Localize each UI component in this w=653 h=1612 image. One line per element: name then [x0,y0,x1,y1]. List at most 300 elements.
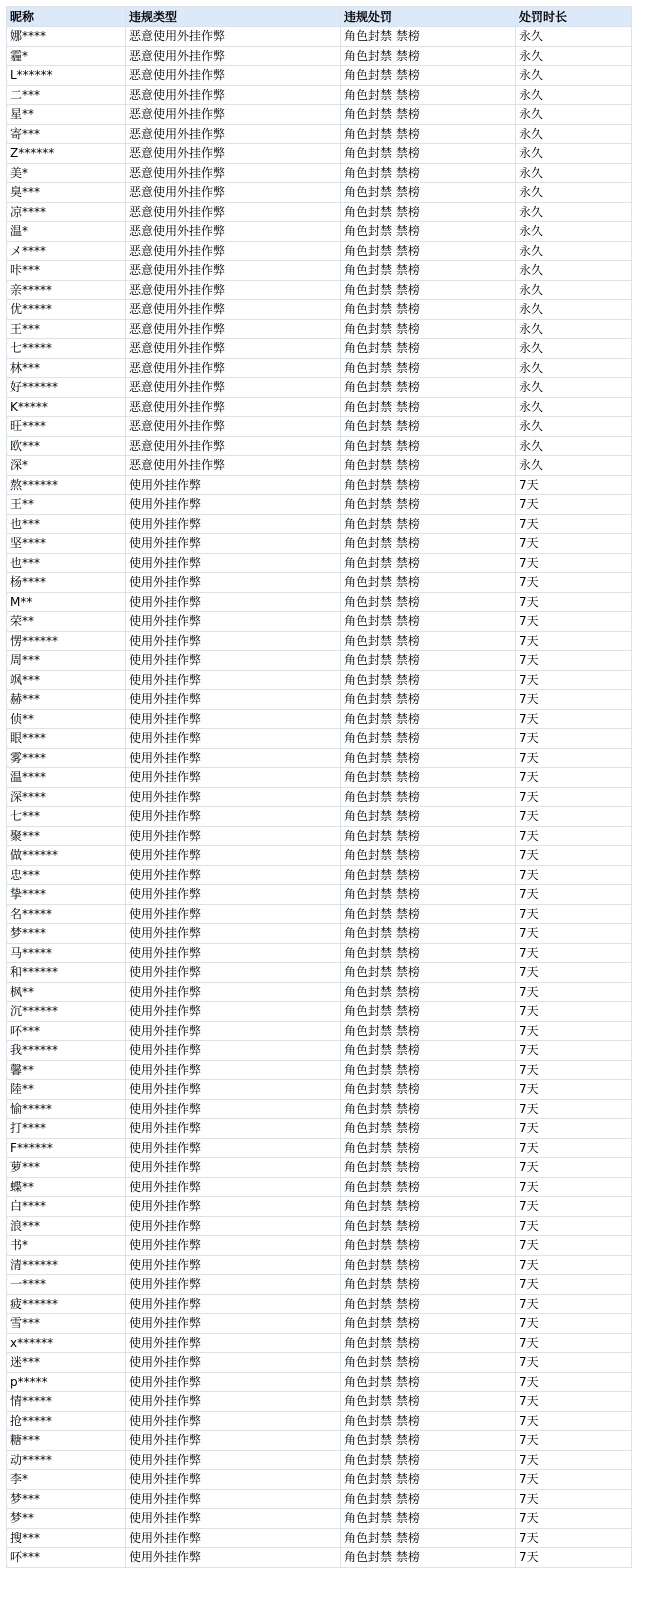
cell-violation-type: 恶意使用外挂作弊 [126,105,341,125]
cell-penalty: 角色封禁 禁榜 [341,475,516,495]
header-nickname: 昵称 [7,7,126,27]
cell-violation-type: 恶意使用外挂作弊 [126,46,341,66]
cell-penalty: 角色封禁 禁榜 [341,1275,516,1295]
cell-penalty: 角色封禁 禁榜 [341,241,516,261]
table-row [7,417,632,437]
cell-nickname: 书* [7,1236,126,1256]
cell-penalty: 角色封禁 禁榜 [341,1392,516,1412]
cell-penalty-duration: 永久 [516,163,632,183]
cell-penalty-duration: 永久 [516,358,632,378]
cell-nickname: 二*** [7,85,126,105]
cell-penalty-duration: 7天 [516,1314,632,1334]
cell-nickname: 挚**** [7,885,126,905]
cell-penalty-duration: 7天 [516,495,632,515]
table-row [7,475,632,495]
cell-penalty-duration: 永久 [516,417,632,437]
table-row [7,163,632,183]
cell-nickname: 霾* [7,46,126,66]
cell-penalty: 角色封禁 禁榜 [341,787,516,807]
cell-penalty-duration: 永久 [516,397,632,417]
table-row [7,1450,632,1470]
cell-penalty: 角色封禁 禁榜 [341,222,516,242]
cell-nickname: 萝*** [7,1158,126,1178]
cell-violation-type: 恶意使用外挂作弊 [126,417,341,437]
cell-penalty: 角色封禁 禁榜 [341,943,516,963]
cell-penalty-duration: 永久 [516,105,632,125]
cell-penalty: 角色封禁 禁榜 [341,651,516,671]
cell-penalty: 角色封禁 禁榜 [341,261,516,281]
cell-nickname: 赫*** [7,690,126,710]
cell-penalty-duration: 7天 [516,553,632,573]
table-row [7,846,632,866]
table-row [7,397,632,417]
table-row [7,1333,632,1353]
table-row [7,943,632,963]
cell-violation-type: 恶意使用外挂作弊 [126,183,341,203]
cell-penalty-duration: 7天 [516,1119,632,1139]
table-row [7,904,632,924]
cell-violation-type: 恶意使用外挂作弊 [126,300,341,320]
cell-penalty-duration: 永久 [516,144,632,164]
cell-penalty-duration: 7天 [516,1470,632,1490]
cell-penalty-duration: 7天 [516,612,632,632]
cell-nickname: 沉****** [7,1002,126,1022]
cell-violation-type: 使用外挂作弊 [126,475,341,495]
cell-nickname: 和****** [7,963,126,983]
cell-nickname: 七***** [7,339,126,359]
cell-nickname: 疲****** [7,1294,126,1314]
cell-penalty: 角色封禁 禁榜 [341,319,516,339]
cell-violation-type: 恶意使用外挂作弊 [126,456,341,476]
table-row [7,46,632,66]
header-penalty-duration: 处罚时长 [516,7,632,27]
cell-penalty: 角色封禁 禁榜 [341,27,516,47]
cell-violation-type: 使用外挂作弊 [126,514,341,534]
cell-penalty-duration: 7天 [516,807,632,827]
cell-penalty: 角色封禁 禁榜 [341,1041,516,1061]
cell-penalty-duration: 7天 [516,1392,632,1412]
cell-penalty: 角色封禁 禁榜 [341,612,516,632]
cell-nickname: 雾**** [7,748,126,768]
cell-penalty: 角色封禁 禁榜 [341,768,516,788]
cell-penalty: 角色封禁 禁榜 [341,807,516,827]
cell-penalty-duration: 7天 [516,631,632,651]
cell-penalty: 角色封禁 禁榜 [341,183,516,203]
cell-penalty: 角色封禁 禁榜 [341,1119,516,1139]
cell-penalty-duration: 7天 [516,709,632,729]
cell-penalty: 角色封禁 禁榜 [341,300,516,320]
cell-nickname: 王** [7,495,126,515]
cell-violation-type: 恶意使用外挂作弊 [126,397,341,417]
cell-penalty: 角色封禁 禁榜 [341,924,516,944]
cell-nickname: 陸** [7,1080,126,1100]
table-row [7,300,632,320]
cell-penalty-duration: 永久 [516,27,632,47]
table-row [7,436,632,456]
table-row [7,456,632,476]
cell-penalty-duration: 7天 [516,1353,632,1373]
cell-violation-type: 使用外挂作弊 [126,1509,341,1529]
cell-nickname: 梦**** [7,924,126,944]
cell-penalty-duration: 永久 [516,378,632,398]
cell-penalty: 角色封禁 禁榜 [341,631,516,651]
cell-penalty-duration: 7天 [516,1372,632,1392]
cell-penalty: 角色封禁 禁榜 [341,1021,516,1041]
cell-nickname: M** [7,592,126,612]
cell-violation-type: 使用外挂作弊 [126,865,341,885]
cell-penalty: 角色封禁 禁榜 [341,963,516,983]
table-row [7,612,632,632]
cell-nickname: 温* [7,222,126,242]
table-row [7,202,632,222]
cell-penalty: 角色封禁 禁榜 [341,66,516,86]
cell-penalty: 角色封禁 禁榜 [341,1509,516,1529]
table-row [7,1509,632,1529]
cell-violation-type: 使用外挂作弊 [126,1021,341,1041]
cell-nickname: 蝶** [7,1177,126,1197]
cell-penalty-duration: 永久 [516,300,632,320]
cell-nickname: 凉**** [7,202,126,222]
cell-violation-type: 使用外挂作弊 [126,709,341,729]
cell-penalty-duration: 7天 [516,885,632,905]
cell-nickname: x****** [7,1333,126,1353]
cell-penalty: 角色封禁 禁榜 [341,1294,516,1314]
cell-penalty-duration: 7天 [516,690,632,710]
cell-nickname: 打**** [7,1119,126,1139]
cell-penalty: 角色封禁 禁榜 [341,1080,516,1100]
table-row [7,748,632,768]
cell-violation-type: 使用外挂作弊 [126,1002,341,1022]
cell-penalty-duration: 7天 [516,592,632,612]
cell-penalty: 角色封禁 禁榜 [341,1431,516,1451]
cell-penalty-duration: 7天 [516,1275,632,1295]
table-row [7,183,632,203]
table-row [7,144,632,164]
cell-penalty-duration: 7天 [516,865,632,885]
cell-nickname: 抢***** [7,1411,126,1431]
cell-penalty-duration: 7天 [516,1099,632,1119]
cell-penalty: 角色封禁 禁榜 [341,1060,516,1080]
cell-violation-type: 使用外挂作弊 [126,1216,341,1236]
cell-nickname: 眼**** [7,729,126,749]
cell-nickname: 李* [7,1470,126,1490]
cell-penalty-duration: 7天 [516,924,632,944]
cell-violation-type: 使用外挂作弊 [126,963,341,983]
table-row [7,592,632,612]
cell-violation-type: 恶意使用外挂作弊 [126,124,341,144]
cell-penalty: 角色封禁 禁榜 [341,1489,516,1509]
cell-penalty-duration: 7天 [516,1002,632,1022]
cell-penalty-duration: 7天 [516,729,632,749]
cell-violation-type: 使用外挂作弊 [126,1333,341,1353]
cell-violation-type: 使用外挂作弊 [126,1255,341,1275]
table-row [7,924,632,944]
table-body [7,27,632,1568]
cell-nickname: 温**** [7,768,126,788]
cell-violation-type: 使用外挂作弊 [126,1275,341,1295]
cell-penalty: 角色封禁 禁榜 [341,417,516,437]
cell-penalty: 角色封禁 禁榜 [341,982,516,1002]
cell-nickname: L****** [7,66,126,86]
cell-penalty-duration: 7天 [516,475,632,495]
cell-penalty-duration: 永久 [516,85,632,105]
table-row [7,1314,632,1334]
cell-violation-type: 恶意使用外挂作弊 [126,339,341,359]
table-row [7,1158,632,1178]
cell-penalty-duration: 7天 [516,846,632,866]
table-row [7,241,632,261]
cell-violation-type: 恶意使用外挂作弊 [126,66,341,86]
cell-nickname: 情***** [7,1392,126,1412]
cell-penalty-duration: 永久 [516,280,632,300]
cell-violation-type: 使用外挂作弊 [126,1489,341,1509]
cell-nickname: 我****** [7,1041,126,1061]
cell-penalty: 角色封禁 禁榜 [341,1158,516,1178]
table-row [7,319,632,339]
cell-penalty-duration: 7天 [516,748,632,768]
table-row [7,982,632,1002]
cell-penalty: 角色封禁 禁榜 [341,904,516,924]
cell-penalty: 角色封禁 禁榜 [341,1470,516,1490]
cell-penalty-duration: 7天 [516,573,632,593]
cell-penalty: 角色封禁 禁榜 [341,709,516,729]
cell-violation-type: 使用外挂作弊 [126,1372,341,1392]
cell-nickname: 熬****** [7,475,126,495]
cell-nickname: 美* [7,163,126,183]
cell-penalty-duration: 永久 [516,339,632,359]
cell-penalty: 角色封禁 禁榜 [341,846,516,866]
table-row [7,573,632,593]
cell-penalty-duration: 7天 [516,904,632,924]
cell-penalty-duration: 7天 [516,768,632,788]
cell-penalty: 角色封禁 禁榜 [341,553,516,573]
table-row [7,1236,632,1256]
cell-penalty-duration: 7天 [516,1450,632,1470]
table-row [7,1275,632,1295]
cell-violation-type: 使用外挂作弊 [126,534,341,554]
cell-violation-type: 恶意使用外挂作弊 [126,27,341,47]
cell-penalty: 角色封禁 禁榜 [341,592,516,612]
cell-penalty-duration: 7天 [516,826,632,846]
cell-penalty-duration: 7天 [516,1489,632,1509]
cell-penalty: 角色封禁 禁榜 [341,339,516,359]
cell-penalty-duration: 永久 [516,183,632,203]
cell-penalty: 角色封禁 禁榜 [341,573,516,593]
cell-violation-type: 使用外挂作弊 [126,1197,341,1217]
cell-penalty: 角色封禁 禁榜 [341,670,516,690]
cell-penalty: 角色封禁 禁榜 [341,163,516,183]
cell-nickname: 也*** [7,553,126,573]
cell-violation-type: 使用外挂作弊 [126,690,341,710]
cell-penalty-duration: 7天 [516,1411,632,1431]
cell-nickname: 浪*** [7,1216,126,1236]
table-row [7,768,632,788]
cell-penalty: 角色封禁 禁榜 [341,85,516,105]
cell-penalty: 角色封禁 禁榜 [341,690,516,710]
cell-penalty: 角色封禁 禁榜 [341,748,516,768]
table-row [7,690,632,710]
cell-penalty-duration: 永久 [516,222,632,242]
cell-nickname: 旺**** [7,417,126,437]
table-row [7,787,632,807]
cell-penalty-duration: 永久 [516,436,632,456]
table-row [7,261,632,281]
cell-penalty-duration: 永久 [516,202,632,222]
cell-nickname: 愣****** [7,631,126,651]
cell-nickname: 也*** [7,514,126,534]
cell-nickname: p***** [7,1372,126,1392]
cell-nickname: 深* [7,456,126,476]
cell-penalty: 角色封禁 禁榜 [341,1528,516,1548]
cell-nickname: 星** [7,105,126,125]
cell-nickname: 王*** [7,319,126,339]
cell-violation-type: 使用外挂作弊 [126,1431,341,1451]
cell-penalty-duration: 7天 [516,1431,632,1451]
cell-penalty-duration: 7天 [516,1021,632,1041]
cell-nickname: 雪*** [7,1314,126,1334]
cell-penalty-duration: 7天 [516,1041,632,1061]
cell-violation-type: 使用外挂作弊 [126,768,341,788]
cell-violation-type: 使用外挂作弊 [126,787,341,807]
cell-violation-type: 使用外挂作弊 [126,495,341,515]
cell-penalty: 角色封禁 禁榜 [341,280,516,300]
cell-penalty: 角色封禁 禁榜 [341,1197,516,1217]
cell-violation-type: 使用外挂作弊 [126,885,341,905]
cell-violation-type: 使用外挂作弊 [126,1177,341,1197]
cell-penalty-duration: 7天 [516,1216,632,1236]
cell-penalty: 角色封禁 禁榜 [341,885,516,905]
table-row [7,378,632,398]
cell-nickname: K***** [7,397,126,417]
cell-penalty-duration: 7天 [516,1236,632,1256]
cell-penalty-duration: 7天 [516,1060,632,1080]
cell-violation-type: 恶意使用外挂作弊 [126,280,341,300]
cell-penalty-duration: 7天 [516,1158,632,1178]
cell-violation-type: 使用外挂作弊 [126,553,341,573]
cell-penalty: 角色封禁 禁榜 [341,378,516,398]
cell-nickname: 优***** [7,300,126,320]
cell-penalty-duration: 永久 [516,124,632,144]
cell-violation-type: 恶意使用外挂作弊 [126,85,341,105]
table-row [7,807,632,827]
cell-violation-type: 恶意使用外挂作弊 [126,261,341,281]
cell-penalty-duration: 永久 [516,319,632,339]
table-row [7,1548,632,1568]
table-row [7,1002,632,1022]
table-row [7,1099,632,1119]
cell-penalty-duration: 7天 [516,1509,632,1529]
cell-penalty-duration: 7天 [516,1528,632,1548]
cell-violation-type: 使用外挂作弊 [126,924,341,944]
table-row [7,885,632,905]
cell-violation-type: 恶意使用外挂作弊 [126,163,341,183]
cell-penalty: 角色封禁 禁榜 [341,826,516,846]
cell-penalty-duration: 7天 [516,1177,632,1197]
cell-nickname: 好****** [7,378,126,398]
cell-violation-type: 使用外挂作弊 [126,1080,341,1100]
table-row [7,1021,632,1041]
table-row [7,222,632,242]
cell-penalty: 角色封禁 禁榜 [341,1216,516,1236]
cell-nickname: 侦** [7,709,126,729]
cell-violation-type: 使用外挂作弊 [126,729,341,749]
cell-penalty-duration: 永久 [516,456,632,476]
cell-nickname: 忠*** [7,865,126,885]
cell-penalty: 角色封禁 禁榜 [341,1411,516,1431]
cell-nickname: 亲***** [7,280,126,300]
cell-violation-type: 恶意使用外挂作弊 [126,358,341,378]
cell-violation-type: 使用外挂作弊 [126,1314,341,1334]
cell-nickname: 愉***** [7,1099,126,1119]
cell-violation-type: 使用外挂作弊 [126,1294,341,1314]
table-row [7,1177,632,1197]
table-row [7,1216,632,1236]
header-penalty: 违规处罚 [341,7,516,27]
cell-violation-type: 使用外挂作弊 [126,1392,341,1412]
cell-violation-type: 使用外挂作弊 [126,1411,341,1431]
cell-nickname: 娜**** [7,27,126,47]
cell-penalty-duration: 7天 [516,670,632,690]
cell-penalty: 角色封禁 禁榜 [341,1450,516,1470]
cell-penalty: 角色封禁 禁榜 [341,144,516,164]
table-row [7,1197,632,1217]
cell-penalty: 角色封禁 禁榜 [341,1255,516,1275]
cell-violation-type: 恶意使用外挂作弊 [126,378,341,398]
cell-violation-type: 恶意使用外挂作弊 [126,222,341,242]
cell-penalty: 角色封禁 禁榜 [341,1138,516,1158]
cell-nickname: 白**** [7,1197,126,1217]
cell-nickname: 馨** [7,1060,126,1080]
cell-penalty: 角色封禁 禁榜 [341,1548,516,1568]
table-row [7,1411,632,1431]
cell-penalty-duration: 永久 [516,66,632,86]
table-row [7,358,632,378]
cell-violation-type: 使用外挂作弊 [126,904,341,924]
ban-list-table [6,6,632,1568]
cell-penalty: 角色封禁 禁榜 [341,436,516,456]
cell-violation-type: 使用外挂作弊 [126,1158,341,1178]
cell-nickname: 梦** [7,1509,126,1529]
cell-penalty: 角色封禁 禁榜 [341,1333,516,1353]
cell-nickname: 枫** [7,982,126,1002]
cell-penalty-duration: 7天 [516,982,632,1002]
table-row [7,85,632,105]
table-row [7,66,632,86]
cell-nickname: 飒*** [7,670,126,690]
cell-penalty-duration: 7天 [516,1197,632,1217]
table-row [7,1294,632,1314]
cell-violation-type: 使用外挂作弊 [126,943,341,963]
cell-penalty: 角色封禁 禁榜 [341,1236,516,1256]
cell-penalty: 角色封禁 禁榜 [341,358,516,378]
cell-nickname: 杨**** [7,573,126,593]
table-row [7,1431,632,1451]
cell-nickname: 糖*** [7,1431,126,1451]
table-row [7,1080,632,1100]
cell-violation-type: 恶意使用外挂作弊 [126,319,341,339]
cell-nickname: 林*** [7,358,126,378]
cell-penalty: 角色封禁 禁榜 [341,865,516,885]
cell-violation-type: 使用外挂作弊 [126,826,341,846]
cell-penalty-duration: 7天 [516,651,632,671]
table-row [7,339,632,359]
cell-nickname: Z****** [7,144,126,164]
cell-nickname: 吥*** [7,1021,126,1041]
cell-violation-type: 使用外挂作弊 [126,573,341,593]
cell-nickname: 做****** [7,846,126,866]
table-row [7,963,632,983]
cell-penalty-duration: 永久 [516,261,632,281]
